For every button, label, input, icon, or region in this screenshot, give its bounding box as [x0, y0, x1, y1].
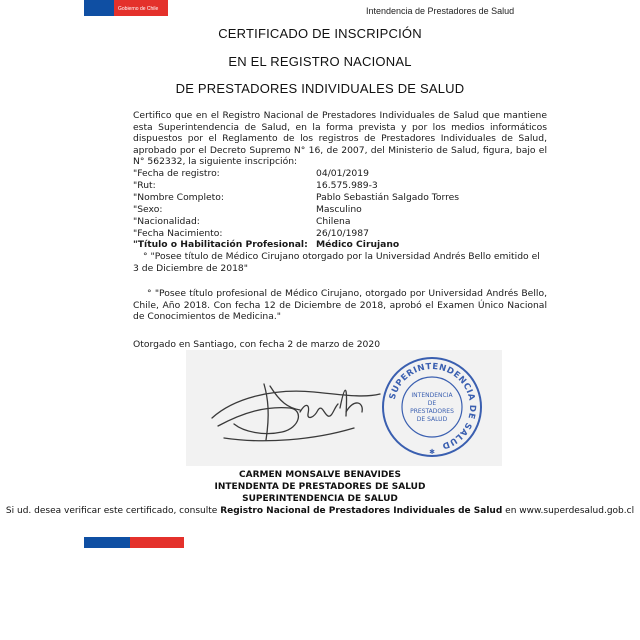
field-profession	[133, 239, 400, 251]
signer-name: CARMEN MONSALVE BENAVIDES	[239, 470, 401, 480]
signer-org: SUPERINTENDENCIA DE SALUD	[242, 494, 398, 504]
flag-blue-block	[84, 0, 114, 16]
stamp-inner-line-2: DE	[427, 400, 437, 407]
stamp-inner-line-1: INTENDENCIA	[411, 392, 453, 399]
stamp-star-icon: ✱	[429, 448, 435, 456]
field-label: "Fecha de registro:	[133, 168, 220, 179]
stamp-inner-line-4: DE SALUD	[416, 416, 448, 423]
verify-url-link[interactable]: www.superdesalud.gob.cl	[519, 506, 635, 516]
gov-flag-bar	[84, 0, 168, 16]
issued-date-line: Otorgado en Santiago, con fecha 2 de marzo de 2020	[133, 339, 381, 350]
verify-prefix: Si ud. desea verificar este certificado, consulte	[5, 506, 218, 516]
note-2: ° "Posee título profesional de Médico Cirujano, otorgado por Universidad Andrés Bello, Chile, Año 2018. Con fecha 12 de Diciembre de 2018, aprobó el Examen Único Nacional de Conocimientos de Medicina."	[133, 288, 547, 322]
field-label: "Nombre Completo:	[133, 192, 224, 203]
gov-badge-text: Gobierno de Chile	[118, 6, 159, 12]
field-value: Masculino	[316, 204, 362, 215]
field-label: "Nacionalidad:	[133, 216, 200, 227]
field-label: "Fecha Nacimiento:	[133, 228, 223, 239]
title-line-2: EN EL REGISTRO NACIONAL	[228, 54, 412, 69]
field-value: 16.575.989-3	[316, 180, 378, 191]
verify-registry: Registro Nacional de Prestadores Individuales de Salud	[220, 506, 503, 516]
field-label: "Sexo:	[133, 204, 163, 215]
intro-paragraph: Certifico que en el Registro Nacional de Prestadores Individuales de Salud que mantiene esta Superintendencia de Salud, en la forma prevista y por los medios informáticos dispuestos por el Reglamento de los registros de Prestadores Individuales de Salud, aprobado por el Decreto Supremo N° 16, de 2007, del Ministerio de Salud, figura, bajo el N° 562332, la siguiente inscripción:	[133, 110, 547, 167]
field-value: 26/10/1987	[316, 228, 369, 239]
stamp-ring-text: SUPERINTENDENCIA DE SALUD	[387, 361, 478, 451]
flag-red-block	[130, 537, 184, 548]
stamp-inner-line-3: PRESTADORES	[410, 408, 454, 415]
profession-value: Médico Cirujano	[316, 239, 400, 250]
agency-header: Intendencia de Prestadores de Salud	[366, 6, 515, 16]
field-value: 04/01/2019	[316, 168, 369, 179]
title-line-1: CERTIFICADO DE INSCRIPCIÓN	[218, 26, 422, 41]
field-label: "Rut:	[133, 180, 156, 191]
field-value: Pablo Sebastián Salgado Torres	[316, 192, 460, 203]
signer-role: INTENDENTA DE PRESTADORES DE SALUD	[214, 482, 426, 492]
official-stamp	[380, 355, 484, 459]
note-1: ° "Posee título de Médico Cirujano otorgado por la Universidad Andrés Bello emitido el 3 de Diciembre de 2018"	[133, 251, 540, 274]
field-value: Chilena	[316, 216, 351, 227]
handwritten-signature	[204, 368, 404, 452]
flag-blue-block	[84, 537, 130, 548]
verify-line	[0, 505, 640, 517]
profession-label: "Título o Habilitación Profesional:	[133, 239, 308, 250]
verify-en: en	[505, 506, 517, 516]
title-line-3: DE PRESTADORES INDIVIDUALES DE SALUD	[175, 81, 465, 96]
footer-flag-bar	[84, 537, 184, 548]
